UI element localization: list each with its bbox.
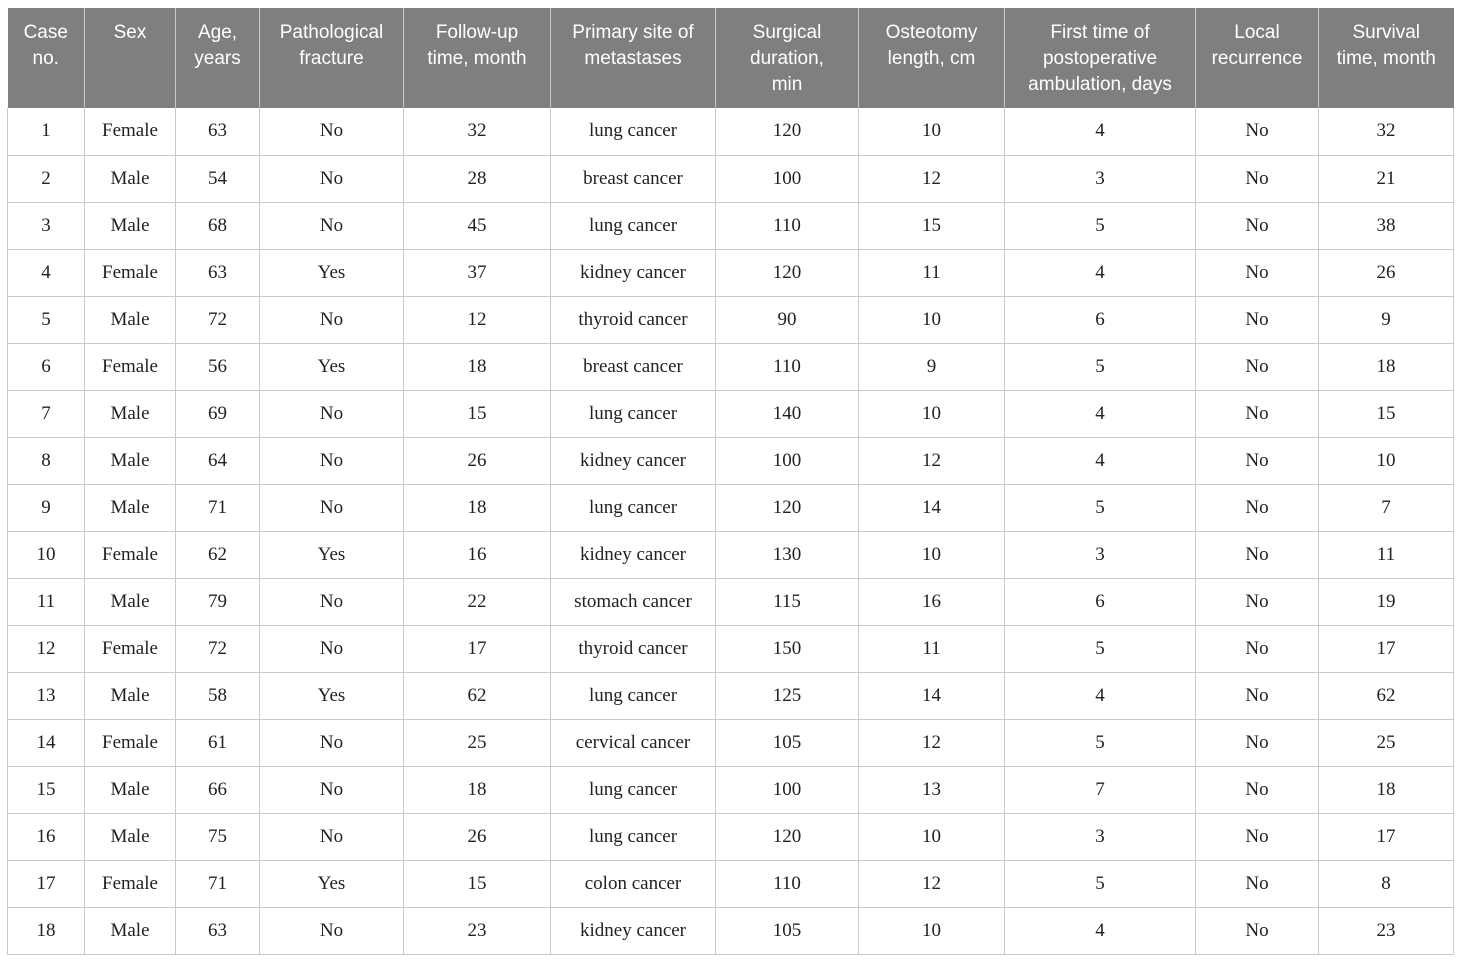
cell-surgical-duration: 110 [716,202,859,249]
cell-first-ambulation: 5 [1005,343,1196,390]
cell-surgical-duration: 150 [716,625,859,672]
cell-survival-time: 17 [1319,813,1454,860]
cell-first-ambulation: 5 [1005,860,1196,907]
cell-case-no: 16 [8,813,85,860]
cell-follow-up-time: 23 [404,907,551,954]
cell-surgical-duration: 130 [716,531,859,578]
cell-first-ambulation: 3 [1005,531,1196,578]
cell-age: 69 [176,390,260,437]
cell-pathological-fracture: No [260,719,404,766]
cell-primary-site: lung cancer [551,108,716,155]
header-age: Age, years [176,8,260,108]
cell-pathological-fracture: No [260,625,404,672]
cell-primary-site: lung cancer [551,766,716,813]
table-row [8,343,1454,390]
cell-sex: Female [85,625,176,672]
cell-survival-time: 23 [1319,907,1454,954]
cell-case-no: 17 [8,860,85,907]
cell-pathological-fracture: No [260,578,404,625]
cell-primary-site: colon cancer [551,860,716,907]
cell-age: 58 [176,672,260,719]
cell-follow-up-time: 15 [404,860,551,907]
cell-osteotomy-length: 12 [859,719,1005,766]
cell-sex: Male [85,390,176,437]
cell-surgical-duration: 90 [716,296,859,343]
cell-osteotomy-length: 10 [859,907,1005,954]
cell-primary-site: kidney cancer [551,249,716,296]
cell-sex: Male [85,484,176,531]
table-row [8,155,1454,202]
cell-first-ambulation: 5 [1005,625,1196,672]
cell-local-recurrence: No [1196,437,1319,484]
cell-primary-site: kidney cancer [551,531,716,578]
cell-follow-up-time: 32 [404,108,551,155]
table-row [8,625,1454,672]
table-row [8,249,1454,296]
cell-local-recurrence: No [1196,390,1319,437]
cell-survival-time: 15 [1319,390,1454,437]
table-row [8,766,1454,813]
cell-osteotomy-length: 14 [859,672,1005,719]
header-pathological-fracture: Pathological fracture [260,8,404,108]
cell-age: 71 [176,860,260,907]
cell-local-recurrence: No [1196,766,1319,813]
cell-osteotomy-length: 11 [859,625,1005,672]
cell-local-recurrence: No [1196,578,1319,625]
cell-surgical-duration: 120 [716,108,859,155]
header-primary-site: Primary site of metastases [551,8,716,108]
cell-survival-time: 21 [1319,155,1454,202]
cell-sex: Female [85,108,176,155]
cell-sex: Female [85,531,176,578]
header-local-recurrence: Local recurrence [1196,8,1319,108]
cell-survival-time: 8 [1319,860,1454,907]
cell-primary-site: lung cancer [551,672,716,719]
cell-surgical-duration: 120 [716,484,859,531]
cell-sex: Male [85,202,176,249]
cell-case-no: 12 [8,625,85,672]
cell-case-no: 15 [8,766,85,813]
cell-survival-time: 38 [1319,202,1454,249]
cell-pathological-fracture: No [260,202,404,249]
table-row [8,437,1454,484]
cell-follow-up-time: 18 [404,343,551,390]
cell-age: 68 [176,202,260,249]
table-row [8,907,1454,954]
cell-survival-time: 9 [1319,296,1454,343]
cell-surgical-duration: 110 [716,343,859,390]
cell-primary-site: kidney cancer [551,907,716,954]
cell-case-no: 3 [8,202,85,249]
cell-case-no: 5 [8,296,85,343]
cell-survival-time: 32 [1319,108,1454,155]
cell-case-no: 10 [8,531,85,578]
table-row [8,531,1454,578]
cell-case-no: 14 [8,719,85,766]
cell-sex: Male [85,672,176,719]
data-table-container [7,8,1453,955]
cell-osteotomy-length: 15 [859,202,1005,249]
cell-pathological-fracture: No [260,437,404,484]
cell-osteotomy-length: 12 [859,437,1005,484]
cell-first-ambulation: 5 [1005,719,1196,766]
table-row [8,672,1454,719]
table-row [8,484,1454,531]
cell-sex: Female [85,860,176,907]
cell-primary-site: lung cancer [551,390,716,437]
cell-pathological-fracture: No [260,390,404,437]
cell-primary-site: thyroid cancer [551,296,716,343]
table-row [8,296,1454,343]
cell-osteotomy-length: 11 [859,249,1005,296]
cell-survival-time: 62 [1319,672,1454,719]
cell-survival-time: 17 [1319,625,1454,672]
cell-survival-time: 26 [1319,249,1454,296]
cell-primary-site: breast cancer [551,155,716,202]
cell-local-recurrence: No [1196,625,1319,672]
cell-local-recurrence: No [1196,813,1319,860]
cell-sex: Female [85,343,176,390]
header-osteotomy-length: Osteotomy length, cm [859,8,1005,108]
cell-case-no: 7 [8,390,85,437]
cell-surgical-duration: 125 [716,672,859,719]
cell-follow-up-time: 26 [404,437,551,484]
cell-follow-up-time: 17 [404,625,551,672]
cell-pathological-fracture: No [260,813,404,860]
cell-survival-time: 18 [1319,343,1454,390]
table-row [8,108,1454,155]
cell-age: 63 [176,907,260,954]
cell-follow-up-time: 15 [404,390,551,437]
cell-first-ambulation: 5 [1005,484,1196,531]
cell-local-recurrence: No [1196,108,1319,155]
cell-surgical-duration: 100 [716,766,859,813]
cell-local-recurrence: No [1196,155,1319,202]
cell-case-no: 13 [8,672,85,719]
cell-osteotomy-length: 16 [859,578,1005,625]
cell-surgical-duration: 120 [716,249,859,296]
table-header [8,8,1454,108]
cell-follow-up-time: 26 [404,813,551,860]
cell-first-ambulation: 4 [1005,108,1196,155]
cell-sex: Male [85,766,176,813]
cell-case-no: 4 [8,249,85,296]
header-follow-up-time: Follow-up time, month [404,8,551,108]
cell-age: 63 [176,108,260,155]
cell-primary-site: stomach cancer [551,578,716,625]
cell-first-ambulation: 4 [1005,672,1196,719]
cell-primary-site: lung cancer [551,484,716,531]
cell-first-ambulation: 5 [1005,202,1196,249]
cell-first-ambulation: 4 [1005,390,1196,437]
header-surgical-duration: Surgical duration, min [716,8,859,108]
cell-primary-site: kidney cancer [551,437,716,484]
cell-sex: Male [85,907,176,954]
cell-sex: Male [85,155,176,202]
cell-surgical-duration: 105 [716,907,859,954]
cell-local-recurrence: No [1196,202,1319,249]
cell-follow-up-time: 37 [404,249,551,296]
cell-surgical-duration: 115 [716,578,859,625]
cell-primary-site: lung cancer [551,813,716,860]
table-row [8,860,1454,907]
cell-age: 61 [176,719,260,766]
cell-surgical-duration: 110 [716,860,859,907]
cell-pathological-fracture: No [260,907,404,954]
cell-pathological-fracture: Yes [260,343,404,390]
cell-pathological-fracture: Yes [260,672,404,719]
cell-primary-site: thyroid cancer [551,625,716,672]
cell-case-no: 11 [8,578,85,625]
cell-case-no: 6 [8,343,85,390]
cell-osteotomy-length: 10 [859,296,1005,343]
cell-first-ambulation: 3 [1005,813,1196,860]
cell-age: 72 [176,296,260,343]
cell-local-recurrence: No [1196,531,1319,578]
cell-survival-time: 18 [1319,766,1454,813]
cell-osteotomy-length: 13 [859,766,1005,813]
header-sex: Sex [85,8,176,108]
cell-primary-site: lung cancer [551,202,716,249]
cell-first-ambulation: 3 [1005,155,1196,202]
cell-osteotomy-length: 12 [859,860,1005,907]
cell-primary-site: cervical cancer [551,719,716,766]
cell-follow-up-time: 22 [404,578,551,625]
cell-age: 71 [176,484,260,531]
cell-local-recurrence: No [1196,249,1319,296]
table-row [8,578,1454,625]
cell-first-ambulation: 4 [1005,907,1196,954]
cell-local-recurrence: No [1196,907,1319,954]
cell-osteotomy-length: 10 [859,390,1005,437]
cell-age: 63 [176,249,260,296]
cell-age: 75 [176,813,260,860]
table-row [8,202,1454,249]
header-survival-time: Survival time, month [1319,8,1454,108]
cell-age: 62 [176,531,260,578]
cell-osteotomy-length: 9 [859,343,1005,390]
cell-survival-time: 7 [1319,484,1454,531]
table-body [8,108,1454,954]
table-row [8,390,1454,437]
cell-surgical-duration: 140 [716,390,859,437]
cell-surgical-duration: 120 [716,813,859,860]
cell-first-ambulation: 6 [1005,578,1196,625]
cell-first-ambulation: 6 [1005,296,1196,343]
cell-survival-time: 11 [1319,531,1454,578]
cell-surgical-duration: 105 [716,719,859,766]
cell-sex: Male [85,813,176,860]
cell-survival-time: 25 [1319,719,1454,766]
cell-follow-up-time: 62 [404,672,551,719]
cell-survival-time: 10 [1319,437,1454,484]
cell-follow-up-time: 45 [404,202,551,249]
header-case-no: Case no. [8,8,85,108]
cell-local-recurrence: No [1196,343,1319,390]
cell-pathological-fracture: No [260,766,404,813]
table-row [8,813,1454,860]
cell-age: 56 [176,343,260,390]
cell-age: 72 [176,625,260,672]
cell-age: 64 [176,437,260,484]
cell-sex: Male [85,296,176,343]
cell-pathological-fracture: No [260,484,404,531]
cell-pathological-fracture: No [260,155,404,202]
cell-age: 54 [176,155,260,202]
patient-data-table [7,8,1454,955]
cell-age: 66 [176,766,260,813]
cell-sex: Female [85,249,176,296]
cell-follow-up-time: 28 [404,155,551,202]
cell-local-recurrence: No [1196,296,1319,343]
header-first-ambulation: First time of postoperative ambulation, days [1005,8,1196,108]
cell-survival-time: 19 [1319,578,1454,625]
cell-pathological-fracture: Yes [260,531,404,578]
cell-case-no: 9 [8,484,85,531]
cell-osteotomy-length: 10 [859,531,1005,578]
cell-first-ambulation: 7 [1005,766,1196,813]
cell-sex: Male [85,437,176,484]
cell-local-recurrence: No [1196,860,1319,907]
cell-osteotomy-length: 12 [859,155,1005,202]
cell-case-no: 8 [8,437,85,484]
cell-surgical-duration: 100 [716,155,859,202]
cell-case-no: 1 [8,108,85,155]
cell-osteotomy-length: 10 [859,108,1005,155]
header-row [8,8,1454,108]
cell-local-recurrence: No [1196,484,1319,531]
cell-local-recurrence: No [1196,719,1319,766]
cell-first-ambulation: 4 [1005,249,1196,296]
cell-osteotomy-length: 10 [859,813,1005,860]
table-row [8,719,1454,766]
cell-pathological-fracture: Yes [260,249,404,296]
cell-follow-up-time: 25 [404,719,551,766]
cell-follow-up-time: 16 [404,531,551,578]
cell-osteotomy-length: 14 [859,484,1005,531]
cell-sex: Female [85,719,176,766]
cell-case-no: 18 [8,907,85,954]
cell-follow-up-time: 18 [404,484,551,531]
cell-first-ambulation: 4 [1005,437,1196,484]
cell-sex: Male [85,578,176,625]
cell-pathological-fracture: Yes [260,860,404,907]
cell-pathological-fracture: No [260,108,404,155]
cell-pathological-fracture: No [260,296,404,343]
cell-age: 79 [176,578,260,625]
cell-case-no: 2 [8,155,85,202]
cell-surgical-duration: 100 [716,437,859,484]
cell-follow-up-time: 12 [404,296,551,343]
cell-local-recurrence: No [1196,672,1319,719]
cell-follow-up-time: 18 [404,766,551,813]
cell-primary-site: breast cancer [551,343,716,390]
